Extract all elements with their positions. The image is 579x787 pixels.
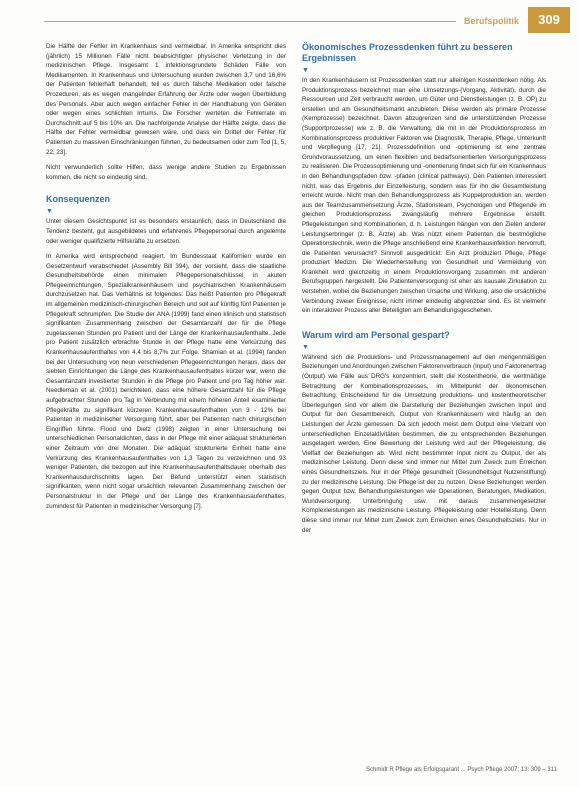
page-number: 309: [528, 7, 570, 33]
right-column: [302, 42, 546, 541]
triangle-icon: ▼: [302, 67, 309, 74]
paragraph: Während sich die Produktions- und Prozessmanagement auf den mengenmäßigen Beziehungen und Anordnungen zwischen Faktorenverbrauch (Input) und Faktorenertrag (Output) wie Fälle aus DRG's konzentriert, stellt die Kostentheorie, die wertmäßige Betrachtung der Kombinationsprozesses, im Mittelpunkt der ökonomischen Betrachtung. Entscheidend für die Umsetzung produktions- und kostentheoretischer Überlegungen sind vor allem die Darstellung der Beziehungen zwischen Input und Output für den Gesamtbereich, Output von Krankenhäusern wird häufig an den Leistungen der Ärzte gemessen. Da sich jedoch meist dem Output eine Vielzahl von unterschiedlichen Einzelaktivitäten bestimmen, die zu entsprechenden Beziehungen ausgelagert werden. Eine Bewertung der Leistung wird auf der Pflegeleistung, die Vielfalt der Beziehungen ab. Wird nicht bestimmter Input nicht zu Output, der als medizinischer Leistung. Denn diese sind immer nur Mittel zum Zweck zum Erreichen eines Gesundheitsziels. Nur in der Pflege gesundheit (Gesundheitsgut Nutzenstiftung) zu der medizinische Leistung. Die Pflege ist der zu nutzen. Diese Beziehungen werden gegen Output bzw. Behandlungsleistungen wie Operationen, Beratungen, Medikation, Wundversorgung, Unterbringung usw. mit daraus zusammengesetzter Komplexleistungen als medizinische Leistung. Pflegeleistung oder Hotelleistung. Denn diese sind immer nur Mittel zum Zweck zum Erreichen eines Gesundheitsziels. Nur in der: [302, 353, 546, 534]
heading-konsequenzen: Konsequenzen: [46, 194, 111, 205]
left-column: [46, 42, 286, 517]
paragraph: Die Hälfte der Fehler im Krankenhaus sind vermeidbar. In Amerika entspricht dies (jährlich) 15 Millionen Fälle nicht beabsichtigter physischer Verletzung in der medizinischen Pflege. Insgesamt 1 infektionsgrundete Schäden Fälle von Medikamenten. In Krankenhaus und Untersuchung wurden zwischen 3,7 und 16,6% der Patienten fehlerhaft behandelt, teil es durch falsche Medikation oder falsche Prozeduren, als es wegen mangelnder Erfahrung der Ärzte oder wegen Überbildung des Personals. Aber auch wegen einfacher Fehler in der Handhabung von Geräten oder wegen eines schlichten Irrtums. Die Forscher werteten die Fehlerrate im Durchschnitt auf 5 bis 10% an. Die nachfolgende Analyse der Hälfte zeigte, dass die Hälfte der Fehler vermeidbar gewesen wäre, und dass ein Drittel der Fehler für Patienten zu massiven Einschränkungen führten, zu bedeutsamen oder zum Tod [1, 5, 22, 23].: [46, 43, 286, 156]
triangle-icon: ▼: [302, 343, 309, 351]
paragraph: Unter diesem Gesichtspunkt ist es besonders erstaunlich, dass in Deutschland die Tendenz besteht, gut ausgebildetes und erfahrenes Pflegepersonal durch angelernte oder weniger qualifizierte Hilfskräfte zu ersetzen.: [46, 218, 286, 245]
footer-citation: Schmidt R Pflege als Erfolgsgarant ... Psych Pflege 2007; 13: 309 – 311: [365, 767, 557, 773]
paragraph: In Amerika wird entsprechend reagiert. Im Bundesstaat Kalifornien wurde ein Gesetzentwurf verabschiedet (Assembly Bill 394), der vorsieht, dass die staatliche Gesundheitsbehörde einen minimalen Pflegepersonalschlüssel in akuten Pflegeeinrichtungen, Spezialkrankenhäusern und psychiatrischen Krankenhäusern durchzusetzen hat. Das Verhältnis ist folgendes: Das heißt Patienten pro Pflegekraft im allgemeinen medizinisch-chirurgischen Bereich und soll auf künftig fünf Patienten je Pflegekraft schrumpfen. Die Studie der ANA (1999) fand einen klinisch und statistisch signifikanten Zusammenhang zwischen der Gesamtanzahl der für die Pflege zugelassenen Stunden pro Patient und der Länge der Krankenhausaufenthalte. Jede pro Patient zusätzlich erbrachte Stunde in der Pflege hatte eine Verkürzung des Krankenhausaufenthaltes von 4,4 bis 8,7% zur Folge. Shamian et al. (1994) fanden bei der Untersuchung von neun verschiedenen Pflegeeinrichtungen heraus, dass der siebten Einrichtungen die Länge des Krankenhausaufenthaltes kürzer war, wenn die Gesamtanzahl investierter Stunden in die Pflege pro Patient und pro Tag höher war. Needleman et al. (2001) berichteten, dass eine höhere Gesamtzahl für die Pflege aufgebrachter Stunden pro Tag in Verbindung mit einem höheren Anteil examinierter Pflegekräfte zu signifikant kürzeren Krankenhausaufenthalten von 3 - 12% bei Patienten in medizinischer Versorgung führt, aber bei Patienten nach chirurgischen Eingriffen führte. Flood und Dietz (1998) zeigten in einer Untersuchung bei unterschiedlichen Personaldichten, dass in der Pflege mit einer adäquat strukturierten einer Zeitraum von drei Monaten. Die adäquat strukturierte Einheit hatte eine Verkürzung des Krankenhausaufenthaltes von 1,3 Tagen zu verzeichnen und 93 weniger Patienten, die bezogen auf ihre Krankenhausaufenthaltsdauer oberhalb des Krankenhausdurchschnitts lagen. Der Befund unterstützt einen statistisch signifikanten, wenn nicht sogar ursächlich relevanten Zusammenhang zwischen der Personalstruktur in der Pflege und der Länge des Krankenhausaufenthaltes, zumindest für Patienten in medizinischer Versorgung [7].: [46, 253, 286, 510]
paragraph: Nicht verwunderlich sollte Hilfen, dass wenige andere Studien zu Ergebnissen kommen, die nicht so eindeutig sind.: [46, 164, 286, 181]
section-label: Berufspolitik: [456, 14, 527, 28]
heading-oekonomisches-prozessdenken: Ökonomisches Prozessdenken führt zu besseren Ergebnissen: [302, 42, 513, 63]
paragraph: In den Krankenhäusern ist Prozessdenken statt nur alleinigen Kostendenken nötig. Als Produktionsprozess bezeichnet man eine Umsetzungs-(Vorgang, Aktivität), durch die Ressourcen und Zeit verbraucht werden, um Güter und Dienstleistungen (z. B. OP) zu erstellen und am Gesundheitsmarkt anzubieten. Diese werden als primäre Prozesse (Kernprozesse) bezeichnet. Davon abzugrenzen sind die unterstützenden Prozesse (Supportprozesse) wie z. B. die Verwaltung, die mit in der Produktionsprozess im Kombinationsprozess produktiver Faktoren wie Diagnostik, Therapie, Pflege, Unterkunft und Verpflegung [17, 21]. Prozessdefinition und -optimierung ist eine zentrale Grundvoraussetzung, um einen flexiblen und bedarfsorientierten Versorgungsprozess zu realisieren. Die Prozessoptimierung und -orientierung findet sich für ein Krankenhaus in den Behandlungspfaden bzw. -pfaden (clinical pathways). Den Patienten interessiert nicht, was das Ergebnis der Einzelleistung, sondern was für ihn die Gesamtleistung erreicht wurde. Nicht man den Behandlungsprozess als Kuppelproduktion an, werden aus der Teamzusammensetzung Ärzte, Stationsteam, Psychologen und Pflegende im gleichen Produktionsprozess zwangsläufig mehrere Ergebnisse erstellt. Pflegeleistungen sind Kombinationen, d. h. Leistungen hängen von den Zielen anderer Leistungserbringer (z. B. Ärzte) ab. Was nützt einem Patienten die bestmögliche Operationstechnik, wenn die Pflege anschließend eine Krankenhausinfektion hervorruft, die Patienten verursacht? Sinnvoll ausgedrückt: Ein Arzt produziert Pflege, Pflege produziert Medizin. Die Wiederherstellung von Gesundheit und Vermeidung von Krankheit wird gleichzeitig in einem Produktionsvorgang zusammen mit anderen Berufsgruppen hergestellt. Die Patientenversorgung ist eher als kausale Zirkulation zu verstehen, wobei die Beziehungen zwischen Ursache und Wirkung, also die ursächliche Verbindung zweier Ereignisse, nicht immer eindeutig abgrenzbar sind. Es ist vielmehr ein interaktiver Prozess aller Beteiligten am Behandlungsgeschehen.: [302, 77, 546, 315]
page-header: [0, 0, 579, 34]
header-rule: [44, 21, 527, 22]
triangle-icon: ▼: [46, 208, 53, 216]
heading-warum-personal: Warum wird am Personal gespart?: [302, 329, 450, 340]
